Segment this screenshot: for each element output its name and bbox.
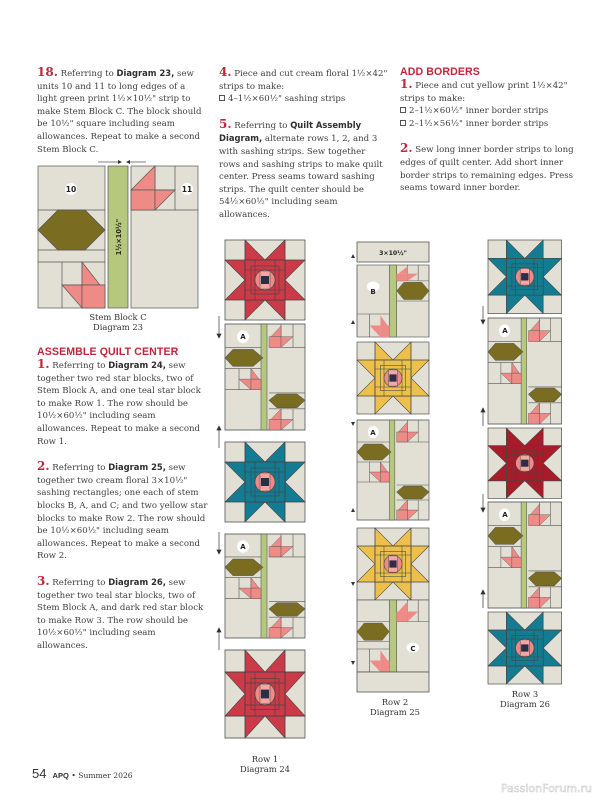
sashing-rectangle (357, 242, 429, 262)
svg-text:B: B (370, 288, 376, 296)
strip-size-label: 1½×10½" (115, 218, 123, 256)
diagram-reference: Diagram 25, (108, 462, 166, 473)
page-number: 54 (32, 766, 47, 781)
red-star-block (225, 240, 305, 320)
pressing-arrows (217, 316, 221, 650)
teal-star-block (488, 612, 562, 684)
svg-text:A: A (502, 511, 508, 519)
row-3-caption: Row 3 Diagram 26 (499, 689, 550, 709)
step-5: 5. Referring to Quilt Assembly Diagram, alternate rows 1, 2, and 3 with sashing strips. Sew together rows and sashing strips to make quilt center. Press seams toward sashing strips. The quilt center should be 54½×60½" including seam allowances. (219, 116, 383, 220)
yellow-star-block (357, 528, 429, 600)
cut-list-item: 2–1½×60½" inner border strips (400, 105, 575, 118)
border-step-2: 2. Sew long inner border strips to long edges of quilt center. Add short inner border strips to remaining edges. Press seams toward inner border. (400, 141, 574, 194)
page-footer (32, 765, 133, 783)
diagram-23-caption: Stem Block C Diagram 23 (89, 312, 147, 332)
stem-block-a (225, 324, 305, 430)
svg-text:3×10½": 3×10½" (379, 250, 407, 257)
yellow-star-block (357, 342, 429, 414)
step-4: 4. Piece and cut cream floral 1½×42" strips to make: 4–1½×60½" sashing strips (219, 65, 388, 105)
section-heading-assemble: ASSEMBLE QUILT CENTER (37, 346, 179, 358)
unit-label-10: 10 (65, 185, 77, 194)
stem-block-c (357, 600, 429, 672)
assemble-step-3: 3. Referring to Diagram 26, sew together two teal star blocks, two of Stem Block A, and dark red star block to make Row 3. The row should be 10½×60½" including seam allowances. (37, 573, 204, 651)
step-18: 18. Referring to Diagram 23, sew units 10 and 11 to long edges of a light green print 1½×10½" strip to make Stem Block C. The block should be 10½" square including seam allowances. Repeat to make a second Stem Block C. (37, 65, 202, 155)
diagram-23-stem-block-c (38, 158, 210, 318)
svg-text:A: A (240, 333, 246, 341)
row-2-diagram-25 (350, 242, 440, 692)
svg-text:A: A (502, 327, 508, 335)
svg-text:A: A (370, 429, 376, 437)
teal-star-block (225, 442, 305, 522)
red-star-block (225, 650, 305, 738)
magazine-name: APQ (52, 771, 69, 780)
cut-list-item: 2–1½×56½" inner border strips (400, 118, 575, 131)
stem-block-a (225, 534, 305, 638)
row-2-caption: Row 2 Diagram 25 (369, 697, 420, 717)
assemble-step-1: 1. Referring to Diagram 24, sew together two red star blocks, two of Stem Block A, and one teal star block to make Row 1. The row should be 10½×60½" including seam allowances. Repeat to make a second Row 1. (37, 357, 201, 447)
diagram-reference: Diagram 23, (116, 68, 175, 78)
row-1-diagram-24 (216, 240, 311, 750)
column-1 (37, 66, 207, 168)
teal-star-block (488, 240, 562, 314)
svg-text:C: C (410, 645, 416, 653)
checkbox-icon (400, 107, 406, 113)
assemble-step-2: 2. Referring to Diagram 25, sew together two cream floral 3×10½" sashing rectangles; one each of stem blocks B, A, and C; and two yellow star blocks to make Row 2. The row should be 10½×60½" including seam allowances. Repeat to make a second Row 2. (37, 459, 208, 562)
diagram-reference: Quilt Assembly Diagram, (219, 119, 362, 144)
pressing-arrows (481, 306, 485, 608)
dark-red-star-block (488, 428, 562, 498)
column-2 (219, 66, 389, 234)
cut-list-item: 4–1½×60½" sashing strips (219, 93, 389, 106)
stem-block-b (357, 265, 429, 337)
stem-block-a (357, 420, 429, 520)
checkbox-icon (400, 120, 406, 126)
watermark: PassionForum.ru (501, 782, 592, 795)
row-1-caption: Row 1 Diagram 24 (239, 754, 290, 774)
unit-label-11: 11 (181, 185, 193, 194)
checkbox-icon (219, 95, 225, 101)
svg-text:A: A (240, 543, 246, 551)
stem-block-a (488, 502, 562, 608)
diagram-reference: Diagram 26, (108, 576, 166, 587)
row-3-diagram-26 (480, 240, 570, 690)
step-number: 18. (37, 65, 58, 79)
diagram-reference: Diagram 24, (108, 360, 166, 370)
stem-block-a (488, 318, 562, 424)
section-heading-borders: ADD BORDERS (400, 66, 480, 78)
sashing-rectangle (357, 672, 429, 692)
pressing-arrows (351, 254, 355, 665)
column-3 (400, 66, 575, 207)
border-step-1: 1. Piece and cut yellow print 1½×42" strips to make: 2–1½×60½" inner border strips 2–1½×56½" inner border strips (400, 78, 575, 130)
issue-separator: • (68, 771, 79, 780)
column-1-assemble (37, 346, 209, 664)
issue-date: Summer 2026 (78, 771, 133, 780)
